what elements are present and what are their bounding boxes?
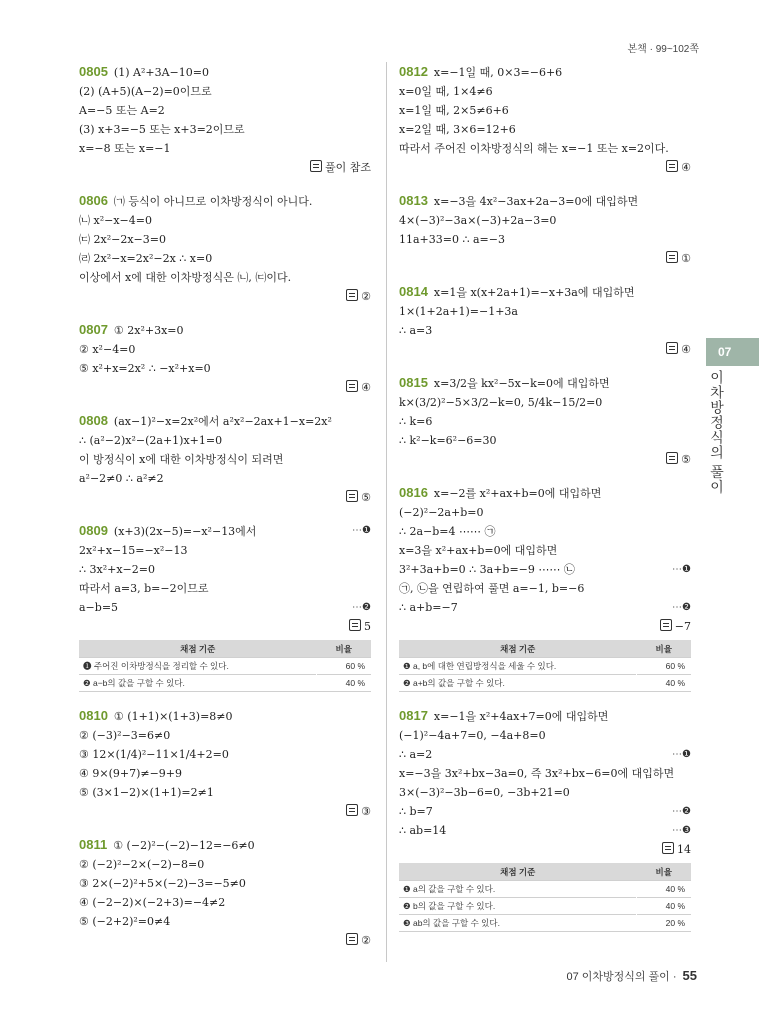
- problem-0807: [79, 320, 371, 397]
- solution-line: [79, 521, 371, 541]
- solution-text: x=0일 때, 1×4≠6: [399, 85, 493, 98]
- solution-line: [399, 373, 691, 393]
- solution-line: [79, 249, 371, 268]
- scoring-header: 비율: [317, 640, 372, 658]
- scoring-header: 비율: [637, 640, 692, 658]
- answer-row: [79, 617, 371, 636]
- answer-value: −7: [674, 620, 691, 633]
- solution-text: (x+3)(2x−5)=−x²−13에서: [113, 525, 257, 538]
- solution-line: [79, 191, 371, 211]
- answer-icon: [310, 160, 322, 172]
- solution-text: k×(3/2)²−5×3/2−k=0, 5/4k−15/2=0: [399, 396, 603, 409]
- scoring-row: [399, 658, 691, 675]
- solution-text: ∴ b=7: [399, 805, 433, 818]
- solution-text: x=3을 x²+ax+b=0에 대입하면: [399, 544, 558, 557]
- solution-text: (−2)²−2a+b=0: [399, 506, 484, 519]
- step-marker: ⋯❶: [352, 525, 371, 536]
- chapter-side-title: 이차방정식의 풀이: [709, 370, 725, 495]
- answer-value: ⑤: [361, 491, 371, 504]
- solution-line: [399, 522, 691, 541]
- problem-number: 0815: [399, 375, 428, 390]
- scoring-percent: 40 %: [317, 675, 372, 692]
- answer-row: [399, 340, 691, 359]
- solution-text: 4×(−3)²−3a×(−3)+2a−3=0: [399, 214, 557, 227]
- solution-line: [399, 302, 691, 321]
- scoring-row: [79, 658, 371, 675]
- solution-text: x=3/2을 kx²−5x−k=0에 대입하면: [433, 377, 610, 390]
- scoring-header: 채점 기준: [79, 640, 317, 658]
- solution-text: ② x²−4=0: [79, 343, 136, 356]
- answer-value: 풀이 참조: [324, 161, 371, 174]
- solution-text: a−b=5: [79, 601, 119, 614]
- solution-line: [79, 268, 371, 287]
- solution-text: ⑤ x²+x=2x² ∴ −x²+x=0: [79, 362, 211, 375]
- answer-row: [399, 158, 691, 177]
- solution-line: [399, 120, 691, 139]
- answer-row: [399, 249, 691, 268]
- solution-text: (3) x+3=−5 또는 x+3=2이므로: [79, 123, 245, 136]
- answer-row: [399, 617, 691, 636]
- step-marker: ⋯❷: [352, 602, 371, 613]
- solution-line: [399, 706, 691, 726]
- solution-text: x=−2를 x²+ax+b=0에 대입하면: [433, 487, 602, 500]
- solution-line: [79, 450, 371, 469]
- solution-text: 따라서 주어진 이차방정식의 해는 x=−1 또는 x=2이다.: [399, 142, 669, 155]
- solution-line: [79, 62, 371, 82]
- scoring-percent: 60 %: [637, 658, 692, 675]
- left-column: [79, 62, 371, 964]
- column-divider: [386, 62, 387, 962]
- step-marker: ⋯❶: [672, 749, 691, 760]
- solution-text: ㈃ 2x²−x=2x²−2x ∴ x=0: [79, 252, 213, 265]
- solution-text: 이상에서 x에 대한 이차방정식은 ㈁, ㈂이다.: [79, 271, 292, 284]
- problem-number: 0811: [79, 837, 108, 852]
- solution-text: x=−8 또는 x=−1: [79, 142, 171, 155]
- answer-icon: [660, 619, 672, 631]
- solution-line: [79, 431, 371, 450]
- answer-icon: [346, 289, 358, 301]
- answer-icon: [346, 380, 358, 392]
- solution-line: [399, 82, 691, 101]
- solution-text: 3×(−3)²−3b−6=0, −3b+21=0: [399, 786, 570, 799]
- answer-value: ②: [361, 934, 371, 947]
- scoring-criterion: ❷ b의 값을 구할 수 있다.: [399, 898, 637, 915]
- solution-line: [79, 598, 371, 617]
- solution-text: ㉠, ㉡을 연립하여 풀면 a=−1, b=−6: [399, 582, 585, 595]
- step-marker: ⋯❶: [672, 564, 691, 575]
- solution-line: [79, 469, 371, 488]
- scoring-row: [399, 898, 691, 915]
- scoring-row: [399, 675, 691, 692]
- solution-text: 이 방정식이 x에 대한 이차방정식이 되려면: [79, 453, 284, 466]
- solution-text: ㈀ 등식이 아니므로 이차방정식이 아니다.: [113, 195, 313, 208]
- answer-value: ④: [681, 161, 691, 174]
- solution-text: ∴ a=2: [399, 748, 433, 761]
- problem-0816: [399, 483, 691, 692]
- solution-line: [399, 503, 691, 522]
- solution-line: [79, 211, 371, 230]
- solution-text: 1×(1+2a+1)=−1+3a: [399, 305, 518, 318]
- answer-icon: [666, 452, 678, 464]
- solution-line: [399, 230, 691, 249]
- problem-0813: [399, 191, 691, 268]
- answer-row: [79, 802, 371, 821]
- solution-text: ③ 2×(−2)²+5×(−2)−3=−5≠0: [79, 877, 246, 890]
- solution-text: (−1)²−4a+7=0, −4a+8=0: [399, 729, 546, 742]
- chapter-tab: 07: [706, 338, 759, 366]
- answer-icon: [662, 842, 674, 854]
- solution-text: 11a+33=0 ∴ a=−3: [399, 233, 505, 246]
- scoring-header: 채점 기준: [399, 640, 637, 658]
- solution-text: ① 2x²+3x=0: [113, 324, 184, 337]
- solution-text: x=−1을 x²+4ax+7=0에 대입하면: [433, 710, 609, 723]
- solution-text: ① (1+1)×(1+3)=8≠0: [113, 710, 233, 723]
- problem-number: 0805: [79, 64, 108, 79]
- answer-row: [79, 488, 371, 507]
- solution-line: [399, 393, 691, 412]
- solution-line: [399, 139, 691, 158]
- solution-line: [79, 835, 371, 855]
- answer-value: ③: [361, 805, 371, 818]
- solution-line: [79, 411, 371, 431]
- solution-line: [399, 560, 691, 579]
- solution-text: x=−1일 때, 0×3=−6+6: [433, 66, 563, 79]
- answer-icon: [346, 490, 358, 502]
- footer-label: 07 이차방정식의 풀이 ·: [566, 971, 677, 983]
- right-column: [399, 62, 691, 946]
- solution-line: [399, 579, 691, 598]
- solution-line: [79, 579, 371, 598]
- answer-value: ①: [681, 252, 691, 265]
- scoring-percent: 40 %: [637, 675, 692, 692]
- solution-text: ② (−3)²−3=6≠0: [79, 729, 171, 742]
- solution-line: [399, 211, 691, 230]
- problem-0811: [79, 835, 371, 950]
- answer-value: 14: [677, 843, 691, 856]
- problem-number: 0816: [399, 485, 428, 500]
- problem-0808: [79, 411, 371, 507]
- solution-text: ∴ (a²−2)x²−(2a+1)x+1=0: [79, 434, 223, 447]
- problem-number: 0817: [399, 708, 428, 723]
- solution-line: [79, 560, 371, 579]
- page-footer: [566, 968, 697, 984]
- solution-line: [399, 821, 691, 840]
- solution-text: ④ 9×(9+7)≠−9+9: [79, 767, 183, 780]
- step-marker: ⋯❷: [672, 806, 691, 817]
- scoring-criterion: ❶ a의 값을 구할 수 있다.: [399, 881, 637, 898]
- answer-row: [79, 287, 371, 306]
- scoring-table: [399, 863, 691, 932]
- solution-line: [399, 101, 691, 120]
- solution-line: [79, 101, 371, 120]
- solution-text: ∴ k=6: [399, 415, 433, 428]
- solution-text: ② (−2)²−2×(−2)−8=0: [79, 858, 205, 871]
- solution-text: A=−5 또는 A=2: [79, 104, 165, 117]
- solution-text: x=1을 x(x+2a+1)=−x+3a에 대입하면: [433, 286, 635, 299]
- scoring-criterion: ❶ 주어진 이차방정식을 정리할 수 있다.: [79, 658, 317, 675]
- solution-text: ㈁ x²−x−4=0: [79, 214, 152, 227]
- problem-0817: [399, 706, 691, 932]
- problem-number: 0812: [399, 64, 428, 79]
- scoring-percent: 60 %: [317, 658, 372, 675]
- solution-text: ∴ ab=14: [399, 824, 447, 837]
- solution-line: [399, 321, 691, 340]
- problem-0815: [399, 373, 691, 469]
- solution-line: [79, 340, 371, 359]
- answer-icon: [666, 342, 678, 354]
- page-number: 55: [682, 968, 697, 983]
- solution-text: 2x²+x−15=−x²−13: [79, 544, 188, 557]
- solution-text: (ax−1)²−x=2x²에서 a²x²−2ax+1−x=2x²: [113, 415, 332, 428]
- step-marker: ⋯❸: [672, 825, 691, 836]
- answer-row: [79, 378, 371, 397]
- solution-text: ④ (−2−2)×(−2+3)=−4≠2: [79, 896, 226, 909]
- answer-value: ⑤: [681, 453, 691, 466]
- scoring-row: [79, 675, 371, 692]
- problem-number: 0808: [79, 413, 108, 428]
- solution-text: ⑤ (−2+2)²=0≠4: [79, 915, 171, 928]
- scoring-header: 비율: [637, 863, 692, 881]
- scoring-row: [399, 915, 691, 932]
- solution-line: [79, 230, 371, 249]
- problem-number: 0813: [399, 193, 428, 208]
- answer-row: [399, 840, 691, 859]
- solution-text: ⑤ (3×1−2)×(1+1)=2≠1: [79, 786, 214, 799]
- scoring-row: [399, 881, 691, 898]
- problem-number: 0810: [79, 708, 108, 723]
- problem-0805: [79, 62, 371, 177]
- solution-line: [79, 82, 371, 101]
- solution-line: [79, 874, 371, 893]
- solution-text: ∴ a+b=−7: [399, 601, 458, 614]
- solution-line: [79, 706, 371, 726]
- scoring-criterion: ❷ a−b의 값을 구할 수 있다.: [79, 675, 317, 692]
- solution-text: ∴ 3x²+x−2=0: [79, 563, 155, 576]
- answer-icon: [666, 251, 678, 263]
- problem-0809: [79, 521, 371, 692]
- solution-line: [79, 359, 371, 378]
- solution-line: [79, 726, 371, 745]
- solution-line: [399, 191, 691, 211]
- problem-number: 0814: [399, 284, 428, 299]
- problem-0812: [399, 62, 691, 177]
- answer-row: [79, 931, 371, 950]
- solution-line: [79, 783, 371, 802]
- solution-line: [79, 120, 371, 139]
- solution-text: ① (−2)²−(−2)−12=−6≠0: [113, 839, 255, 852]
- answer-row: [399, 450, 691, 469]
- solution-text: ∴ k²−k=6²−6=30: [399, 434, 497, 447]
- answer-icon: [346, 933, 358, 945]
- solution-text: ∴ a=3: [399, 324, 433, 337]
- solution-line: [79, 912, 371, 931]
- solution-text: ∴ 2a−b=4 ⋯⋯ ㉠: [399, 525, 496, 538]
- solution-text: ③ 12×(1/4)²−11×1/4+2=0: [79, 748, 229, 761]
- solution-line: [79, 893, 371, 912]
- solution-text: x=2일 때, 3×6=12+6: [399, 123, 516, 136]
- solution-text: 따라서 a=3, b=−2이므로: [79, 582, 209, 595]
- solution-text: (1) A²+3A−10=0: [113, 66, 209, 79]
- scoring-criterion: ❶ a, b에 대한 연립방정식을 세울 수 있다.: [399, 658, 637, 675]
- solution-line: [79, 139, 371, 158]
- solution-line: [399, 431, 691, 450]
- solution-line: [399, 282, 691, 302]
- answer-value: 5: [364, 620, 371, 633]
- solution-line: [79, 745, 371, 764]
- answer-value: ②: [361, 290, 371, 303]
- solution-line: [79, 764, 371, 783]
- answer-icon: [349, 619, 361, 631]
- problem-number: 0809: [79, 523, 108, 538]
- solution-text: 3²+3a+b=0 ∴ 3a+b=−9 ⋯⋯ ㉡: [399, 563, 575, 576]
- solution-line: [399, 598, 691, 617]
- scoring-criterion: ❷ a+b의 값을 구할 수 있다.: [399, 675, 637, 692]
- solution-text: (2) (A+5)(A−2)=0이므로: [79, 85, 212, 98]
- solution-line: [399, 726, 691, 745]
- scoring-table: [79, 640, 371, 692]
- answer-row: [79, 158, 371, 177]
- scoring-percent: 40 %: [637, 898, 692, 915]
- scoring-table: [399, 640, 691, 692]
- solution-line: [399, 541, 691, 560]
- solution-line: [399, 764, 691, 783]
- scoring-percent: 20 %: [637, 915, 692, 932]
- solution-line: [399, 802, 691, 821]
- problem-number: 0807: [79, 322, 108, 337]
- solution-line: [399, 483, 691, 503]
- problem-0806: [79, 191, 371, 306]
- solution-text: x=−3을 4x²−3ax+2a−3=0에 대입하면: [433, 195, 639, 208]
- problem-0810: [79, 706, 371, 821]
- solution-text: x=−3을 3x²+bx−3a=0, 즉 3x²+bx−6=0에 대입하면: [399, 767, 675, 780]
- solution-line: [79, 541, 371, 560]
- solution-line: [79, 855, 371, 874]
- solution-text: x=1일 때, 2×5≠6+6: [399, 104, 509, 117]
- scoring-header: 채점 기준: [399, 863, 637, 881]
- scoring-percent: 40 %: [637, 881, 692, 898]
- problem-0814: [399, 282, 691, 359]
- answer-value: ④: [681, 343, 691, 356]
- page-reference: 본책 · 99~102쪽: [627, 44, 699, 55]
- solution-line: [399, 62, 691, 82]
- scoring-criterion: ❸ ab의 값을 구할 수 있다.: [399, 915, 637, 932]
- answer-value: ④: [361, 381, 371, 394]
- step-marker: ⋯❷: [672, 602, 691, 613]
- solution-text: a²−2≠0 ∴ a²≠2: [79, 472, 164, 485]
- answer-icon: [666, 160, 678, 172]
- solution-line: [79, 320, 371, 340]
- problem-number: 0806: [79, 193, 108, 208]
- solution-line: [399, 783, 691, 802]
- solution-line: [399, 412, 691, 431]
- solution-text: ㈂ 2x²−2x−3=0: [79, 233, 166, 246]
- solution-line: [399, 745, 691, 764]
- answer-icon: [346, 804, 358, 816]
